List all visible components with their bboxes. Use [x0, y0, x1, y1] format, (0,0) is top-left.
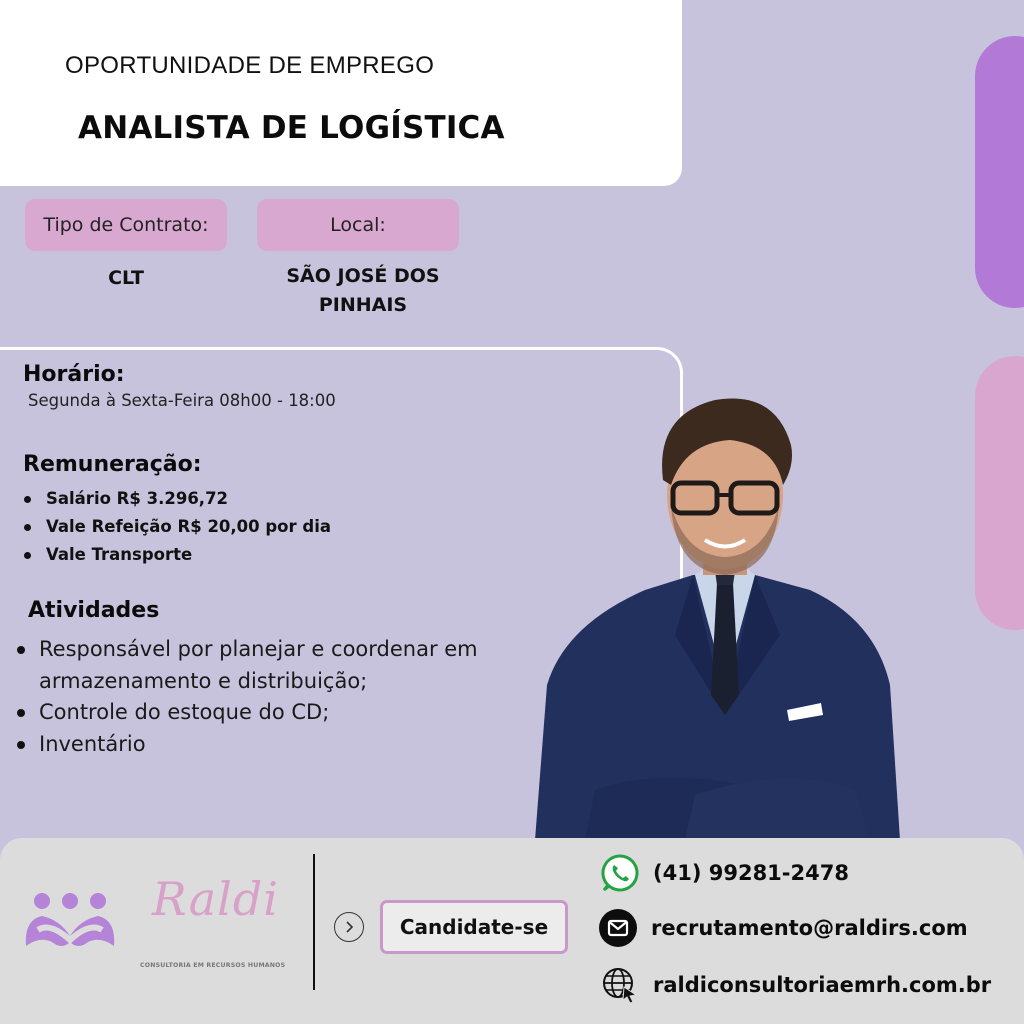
website-url: raldiconsultoriaemrh.com.br [653, 973, 992, 997]
schedule-heading: Horário: [23, 362, 125, 387]
list-item [24, 541, 331, 569]
header-card [0, 0, 682, 186]
compensation-item: Salário R$ 3.296,72 [46, 489, 229, 508]
contract-type-label: Tipo de Contrato: [25, 199, 227, 251]
apply-button[interactable]: Candidate-se [380, 900, 568, 954]
list-item [17, 634, 497, 697]
whatsapp-icon [600, 853, 640, 893]
mail-icon [598, 908, 638, 948]
decorative-tab-violet [975, 36, 1024, 308]
raldi-logo-icon [20, 890, 120, 954]
location-label: Local: [257, 199, 459, 251]
list-item [17, 729, 497, 761]
bullet-icon [17, 709, 25, 717]
contact-website[interactable] [600, 965, 991, 1005]
contract-type-value: CLT [108, 267, 144, 289]
bullet-icon [24, 496, 31, 503]
list-item [17, 697, 497, 729]
bullet-icon [17, 646, 25, 654]
location-value-line2: PINHAIS [318, 294, 408, 316]
job-title: ANALISTA DE LOGÍSTICA [78, 110, 505, 146]
chevron-glyph [342, 920, 356, 934]
activities-heading: Atividades [28, 598, 160, 623]
activity-item: Inventário [39, 731, 146, 756]
schedule-text: Segunda à Sexta-Feira 08h00 - 18:00 [28, 391, 336, 410]
bullet-icon [24, 524, 31, 531]
bullet-icon [17, 741, 25, 749]
activity-item: Controle do estoque do CD; [39, 700, 330, 724]
businessman-photo [525, 385, 920, 840]
location-value-line1: SÃO JOSÉ DOS [286, 265, 440, 287]
activities-list [17, 634, 497, 760]
location-value [262, 262, 464, 320]
contact-phone[interactable] [600, 853, 849, 893]
compensation-item: Vale Transporte [46, 545, 193, 564]
decorative-tab-pink [975, 356, 1024, 630]
phone-number: (41) 99281-2478 [653, 861, 849, 885]
footer-divider [313, 854, 315, 990]
contact-email[interactable] [598, 908, 968, 948]
chevron-right-icon[interactable] [334, 912, 364, 942]
compensation-item: Vale Refeição R$ 20,00 por dia [46, 517, 332, 536]
bullet-icon [24, 552, 31, 559]
list-item [24, 513, 331, 541]
globe-icon [600, 965, 640, 1005]
email-address: recrutamento@raldirs.com [651, 916, 968, 940]
list-item [24, 485, 331, 513]
brand-logo-text: Raldi [152, 872, 279, 926]
header-eyebrow: OPORTUNIDADE DE EMPREGO [65, 52, 435, 79]
brand-tagline: CONSULTORIA EM RECURSOS HUMANOS [140, 962, 286, 969]
compensation-heading: Remuneração: [23, 452, 202, 477]
activity-item: Responsável por planejar e coordenar em armazenamento e distribuição; [39, 637, 478, 693]
compensation-list [24, 485, 331, 569]
